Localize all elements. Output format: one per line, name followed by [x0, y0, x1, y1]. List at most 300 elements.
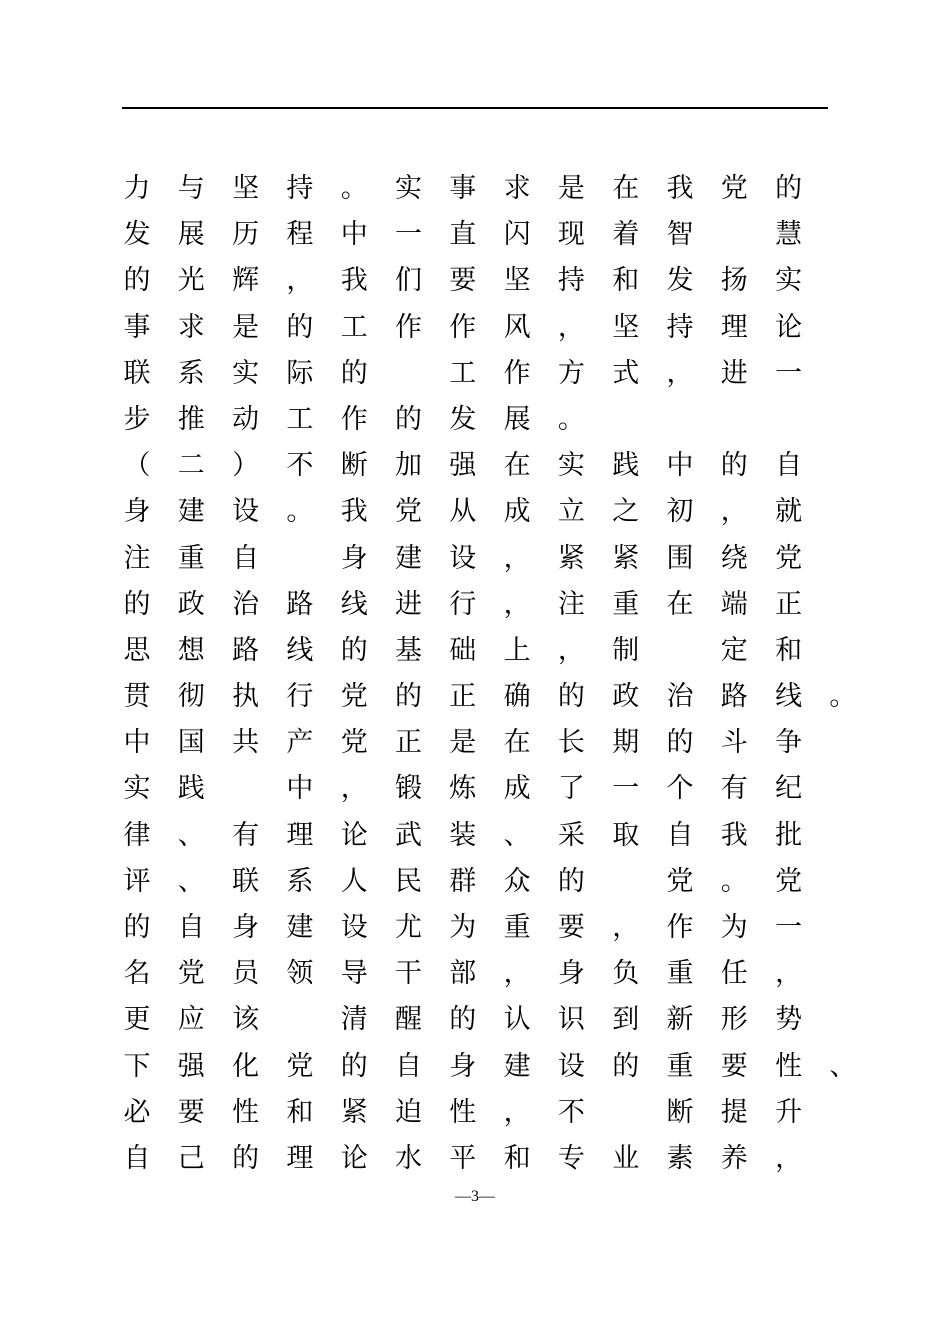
text-glyph: 醒 [395, 1004, 422, 1036]
text-glyph: 身 [340, 542, 368, 574]
text-line [122, 628, 842, 674]
text-glyph: 践 [177, 773, 205, 805]
text-glyph: 要 [720, 1050, 748, 1082]
text-glyph: 党 [340, 727, 368, 759]
text-glyph: 党 [775, 542, 803, 574]
text-glyph: 想 [177, 634, 205, 666]
text-glyph: 产 [286, 727, 314, 759]
text-glyph: 重 [177, 542, 205, 574]
text-glyph: 风 [503, 311, 531, 343]
text-glyph: 清 [340, 1004, 368, 1036]
text-glyph: 实 [775, 265, 803, 297]
text-glyph: 业 [612, 1142, 640, 1174]
text-line [122, 720, 842, 766]
text-glyph: 作 [666, 912, 694, 943]
text-glyph: 自 [775, 450, 803, 482]
text-glyph: 坚 [232, 173, 260, 204]
text-glyph: 党 [286, 1050, 314, 1082]
text-glyph: ， [503, 1096, 531, 1128]
body-text [122, 166, 857, 1182]
text-glyph: 、 [177, 865, 205, 897]
text-glyph: 践 [612, 450, 640, 482]
text-glyph: 事 [123, 311, 151, 343]
text-glyph: 提 [720, 1096, 748, 1128]
text-glyph: 理 [720, 311, 748, 343]
text-glyph: 断 [666, 1096, 694, 1128]
text-glyph: 武 [395, 819, 422, 851]
text-glyph: ， [340, 773, 368, 805]
text-glyph: 上 [503, 634, 531, 666]
text-glyph: 、 [829, 1050, 857, 1082]
text-glyph: 的 [340, 357, 368, 389]
text-glyph: 设 [232, 496, 260, 528]
text-glyph: 党 [775, 865, 803, 897]
text-glyph: 现 [557, 219, 585, 251]
text-glyph: 建 [395, 542, 422, 574]
text-glyph: 作 [503, 357, 531, 389]
text-glyph: 就 [775, 496, 803, 528]
text-glyph: 们 [395, 265, 422, 297]
text-glyph: 论 [340, 819, 368, 851]
text-glyph: 政 [177, 588, 205, 620]
text-line [122, 397, 842, 443]
text-glyph: 。 [286, 496, 314, 528]
text-glyph: 动 [232, 403, 260, 435]
text-glyph: 作 [395, 311, 422, 343]
text-glyph: 治 [232, 588, 260, 620]
text-glyph: 注 [557, 588, 585, 620]
text-glyph: 重 [503, 912, 531, 943]
text-glyph: 、 [177, 819, 205, 851]
text-glyph: 闪 [503, 219, 531, 251]
text-glyph: 应 [177, 1004, 205, 1036]
text-glyph: 要 [557, 912, 585, 943]
text-glyph: 持 [557, 265, 585, 297]
text-glyph: 新 [666, 1004, 694, 1036]
text-glyph: 注 [123, 542, 151, 574]
text-glyph: 中 [286, 773, 314, 805]
text-glyph: 认 [503, 1004, 531, 1036]
text-glyph: 批 [775, 819, 803, 851]
text-glyph: 个 [666, 773, 694, 805]
text-glyph: 系 [286, 865, 314, 897]
text-glyph: 有 [720, 773, 748, 805]
text-glyph: 程 [286, 219, 314, 251]
text-line [122, 905, 842, 951]
text-glyph: 的 [123, 912, 151, 943]
text-glyph: 在 [612, 173, 640, 204]
text-glyph: 基 [395, 634, 422, 666]
text-glyph: 的 [340, 634, 368, 666]
text-glyph: 之 [612, 496, 640, 528]
text-glyph: 干 [395, 958, 422, 990]
text-glyph: 该 [232, 1004, 260, 1036]
text-glyph: ， [557, 634, 585, 666]
text-glyph: 建 [286, 912, 314, 943]
text-glyph: 与 [177, 173, 205, 204]
text-glyph: ， [666, 357, 694, 389]
text-glyph: 线 [775, 681, 803, 713]
text-glyph: 紧 [557, 542, 585, 574]
text-glyph: 一 [775, 357, 803, 389]
text-glyph: 断 [340, 450, 368, 482]
text-glyph: 正 [449, 681, 477, 713]
text-glyph: 工 [340, 311, 368, 343]
text-glyph: 有 [232, 819, 260, 851]
text-glyph: 思 [123, 634, 151, 666]
text-glyph: 我 [666, 173, 694, 204]
text-glyph: 和 [612, 265, 640, 297]
text-glyph: 路 [720, 681, 748, 713]
text-glyph: 路 [286, 588, 314, 620]
text-glyph: 身 [449, 1050, 477, 1082]
text-glyph: 的 [395, 681, 422, 713]
text-glyph: 。 [829, 681, 857, 713]
text-glyph: 二 [177, 450, 205, 482]
text-glyph: ， [720, 496, 748, 528]
text-glyph: 光 [177, 265, 205, 297]
text-glyph: 方 [557, 357, 585, 389]
text-glyph: ， [286, 265, 314, 297]
text-glyph: 负 [612, 958, 640, 990]
text-glyph: 扬 [720, 265, 748, 297]
text-glyph: 尤 [395, 912, 422, 943]
text-glyph: 识 [557, 1004, 585, 1036]
text-glyph: 建 [177, 496, 205, 528]
text-glyph: 采 [557, 819, 585, 851]
text-glyph: ， [557, 311, 585, 343]
text-glyph: 要 [177, 1096, 205, 1128]
text-glyph: 势 [775, 1004, 803, 1036]
text-line [122, 305, 842, 351]
text-glyph: 的 [720, 450, 748, 482]
page-number: —3— [455, 1188, 495, 1205]
text-glyph: 际 [286, 357, 314, 389]
text-glyph: 智 [666, 219, 694, 251]
text-glyph: 线 [340, 588, 368, 620]
text-glyph: 发 [123, 219, 151, 251]
text-line [122, 1044, 857, 1090]
text-glyph: 线 [286, 634, 314, 666]
header-rule [122, 107, 828, 109]
text-glyph: 重 [666, 1050, 694, 1082]
text-glyph: 性 [775, 1050, 803, 1082]
text-glyph: 初 [666, 496, 694, 528]
text-glyph: 部 [449, 958, 477, 990]
text-glyph: 、 [503, 819, 531, 851]
text-glyph: 强 [177, 1050, 205, 1082]
text-glyph: 素 [666, 1142, 694, 1174]
text-glyph: 的 [666, 727, 694, 759]
text-glyph: 求 [503, 173, 531, 204]
text-glyph: ， [775, 1142, 803, 1174]
text-glyph: 群 [449, 865, 477, 897]
text-glyph: 了 [557, 773, 585, 805]
text-line [122, 582, 842, 628]
text-glyph: 作 [449, 311, 477, 343]
text-glyph: 。 [720, 865, 748, 897]
text-glyph: 养 [720, 1142, 748, 1174]
text-glyph: 不 [557, 1096, 585, 1128]
text-glyph: 紧 [612, 542, 640, 574]
text-glyph: 建 [503, 1050, 531, 1082]
text-glyph: 的 [775, 173, 803, 204]
text-glyph: 端 [720, 588, 748, 620]
text-glyph: 和 [286, 1096, 314, 1128]
text-glyph: 取 [612, 819, 640, 851]
text-glyph: 众 [503, 865, 531, 897]
text-glyph: 论 [775, 311, 803, 343]
text-glyph: 着 [612, 219, 640, 251]
text-glyph: 党 [340, 681, 368, 713]
text-glyph: 党 [395, 496, 422, 528]
text-glyph: 执 [232, 681, 260, 713]
text-glyph: 必 [123, 1096, 151, 1128]
text-glyph: 下 [123, 1050, 151, 1082]
text-line [122, 766, 842, 812]
text-glyph: 迫 [395, 1096, 422, 1128]
text-glyph: 联 [123, 357, 151, 389]
text-line [122, 674, 857, 720]
text-glyph: 是 [232, 311, 260, 343]
text-glyph: 确 [503, 681, 531, 713]
text-glyph: 立 [557, 496, 585, 528]
text-glyph: 己 [177, 1142, 205, 1174]
text-glyph: 设 [557, 1050, 585, 1082]
text-glyph: 理 [286, 819, 314, 851]
text-glyph: 炼 [449, 773, 477, 805]
text-glyph: 步 [123, 403, 151, 435]
text-glyph: 成 [503, 773, 531, 805]
text-glyph: 民 [395, 865, 422, 897]
text-glyph: 导 [340, 958, 368, 990]
text-line [122, 859, 842, 905]
text-glyph: 。 [340, 173, 368, 204]
text-glyph: 国 [177, 727, 205, 759]
text-glyph: 绕 [720, 542, 748, 574]
text-glyph: 坚 [503, 265, 531, 297]
text-glyph: 重 [666, 958, 694, 990]
text-glyph: 任 [720, 958, 748, 990]
text-glyph: 式 [612, 357, 640, 389]
text-glyph: 一 [775, 912, 803, 943]
text-line [122, 258, 842, 304]
text-glyph: 装 [449, 819, 477, 851]
text-glyph: 名 [123, 958, 151, 990]
text-glyph: 斗 [720, 727, 748, 759]
text-glyph: 的 [557, 865, 585, 897]
text-glyph: 党 [177, 958, 205, 990]
text-line [122, 1136, 842, 1182]
text-glyph: 正 [775, 588, 803, 620]
text-glyph: 中 [340, 219, 368, 251]
text-glyph: 我 [340, 265, 368, 297]
text-line [122, 1090, 842, 1136]
text-glyph: 系 [177, 357, 205, 389]
text-glyph: 化 [232, 1050, 260, 1082]
text-glyph: 重 [612, 588, 640, 620]
text-glyph: （ [123, 450, 151, 482]
text-glyph: 的 [123, 588, 151, 620]
text-glyph: 的 [123, 265, 151, 297]
text-glyph: 事 [449, 173, 477, 204]
text-glyph: 历 [232, 219, 260, 251]
text-line [122, 536, 842, 582]
text-glyph: 自 [177, 912, 205, 943]
text-glyph: 人 [340, 865, 368, 897]
text-glyph: 持 [666, 311, 694, 343]
text-glyph: 党 [666, 865, 694, 897]
text-glyph: 坚 [612, 311, 640, 343]
text-glyph: 设 [340, 912, 368, 943]
text-glyph: ， [612, 912, 640, 943]
text-glyph: ， [503, 588, 531, 620]
text-line [122, 997, 842, 1043]
text-glyph: ， [503, 958, 531, 990]
text-glyph: 在 [503, 450, 531, 482]
text-glyph: 员 [232, 958, 260, 990]
text-glyph: 设 [449, 542, 477, 574]
text-glyph: 础 [449, 634, 477, 666]
text-glyph: 的 [612, 1050, 640, 1082]
text-glyph: 长 [557, 727, 585, 759]
text-glyph: 我 [720, 819, 748, 851]
text-line [122, 813, 842, 859]
text-glyph: 评 [123, 865, 151, 897]
text-line [122, 212, 842, 258]
text-line [122, 489, 842, 535]
text-glyph: 成 [503, 496, 531, 528]
text-glyph: 实 [232, 357, 260, 389]
text-glyph: 是 [557, 173, 585, 204]
text-glyph: 一 [395, 219, 422, 251]
text-glyph: 行 [449, 588, 477, 620]
text-glyph: 水 [395, 1142, 422, 1174]
text-glyph: 行 [286, 681, 314, 713]
text-glyph: 律 [123, 819, 151, 851]
text-glyph: 发 [666, 265, 694, 297]
text-glyph: ， [503, 542, 531, 574]
text-glyph: 共 [232, 727, 260, 759]
text-glyph: ） [232, 450, 260, 482]
text-glyph: 紧 [340, 1096, 368, 1128]
text-glyph: 工 [449, 357, 477, 389]
text-glyph: 性 [232, 1096, 260, 1128]
text-glyph: 党 [720, 173, 748, 204]
text-glyph: 加 [395, 450, 422, 482]
text-glyph: 争 [775, 727, 803, 759]
text-glyph: 作 [340, 403, 368, 435]
text-glyph: 从 [449, 496, 477, 528]
text-glyph: 自 [395, 1050, 422, 1082]
text-glyph: 一 [612, 773, 640, 805]
text-glyph: 为 [449, 912, 477, 943]
text-glyph: 路 [232, 634, 260, 666]
text-glyph: 围 [666, 542, 694, 574]
text-glyph: 政 [612, 681, 640, 713]
text-glyph: 彻 [177, 681, 205, 713]
text-glyph: 身 [123, 496, 151, 528]
text-glyph: 直 [449, 219, 477, 251]
text-glyph: 慧 [775, 219, 803, 251]
text-glyph: 辉 [232, 265, 260, 297]
text-glyph: 联 [232, 865, 260, 897]
text-glyph: 中 [666, 450, 694, 482]
text-glyph: 论 [340, 1142, 368, 1174]
text-glyph: ， [775, 958, 803, 990]
text-glyph: 展 [177, 219, 205, 251]
text-glyph: 领 [286, 958, 314, 990]
text-glyph: 理 [286, 1142, 314, 1174]
text-glyph: 专 [557, 1142, 585, 1174]
text-glyph: 进 [395, 588, 422, 620]
text-glyph: 性 [449, 1096, 477, 1128]
text-glyph: 纪 [775, 773, 803, 805]
text-glyph: 中 [123, 727, 151, 759]
text-line [122, 351, 842, 397]
text-glyph: 的 [449, 1004, 477, 1036]
text-glyph: 持 [286, 173, 314, 204]
text-glyph: 实 [123, 773, 151, 805]
text-glyph: 求 [177, 311, 205, 343]
text-line [122, 166, 842, 212]
text-glyph: 力 [123, 173, 151, 204]
text-glyph: 正 [395, 727, 422, 759]
text-glyph: 贯 [123, 681, 151, 713]
text-glyph: 自 [666, 819, 694, 851]
text-glyph: 的 [340, 1050, 368, 1082]
text-glyph: 展 [503, 403, 531, 435]
text-line [122, 951, 842, 997]
text-glyph: 和 [775, 634, 803, 666]
text-glyph: 发 [449, 403, 477, 435]
text-glyph: 。 [557, 403, 585, 435]
text-glyph: 的 [395, 403, 422, 435]
text-glyph: 到 [612, 1004, 640, 1036]
text-glyph: 的 [557, 681, 585, 713]
text-glyph: 期 [612, 727, 640, 759]
text-glyph: 要 [449, 265, 477, 297]
text-glyph: 身 [232, 912, 260, 943]
text-glyph: 身 [557, 958, 585, 990]
text-glyph: 在 [503, 727, 531, 759]
text-glyph: 强 [449, 450, 477, 482]
text-glyph: 我 [340, 496, 368, 528]
text-glyph: 锻 [395, 773, 422, 805]
text-glyph: 的 [286, 311, 314, 343]
text-glyph: 自 [123, 1142, 151, 1174]
text-line [122, 443, 842, 489]
text-glyph: 更 [123, 1004, 151, 1036]
text-glyph: 不 [286, 450, 314, 482]
text-glyph: 平 [449, 1142, 477, 1174]
text-glyph: 形 [720, 1004, 748, 1036]
text-glyph: 进 [720, 357, 748, 389]
text-glyph: 制 [612, 634, 640, 666]
text-glyph: 的 [232, 1142, 260, 1174]
text-glyph: 为 [720, 912, 748, 943]
text-glyph: 定 [720, 634, 748, 666]
text-glyph: 是 [449, 727, 477, 759]
text-glyph: 实 [395, 173, 422, 204]
text-glyph: 治 [666, 681, 694, 713]
text-glyph: 自 [232, 542, 260, 574]
text-glyph: 在 [666, 588, 694, 620]
text-glyph: 工 [286, 403, 314, 435]
text-glyph: 推 [177, 403, 205, 435]
text-glyph: 和 [503, 1142, 531, 1174]
text-glyph: 实 [557, 450, 585, 482]
